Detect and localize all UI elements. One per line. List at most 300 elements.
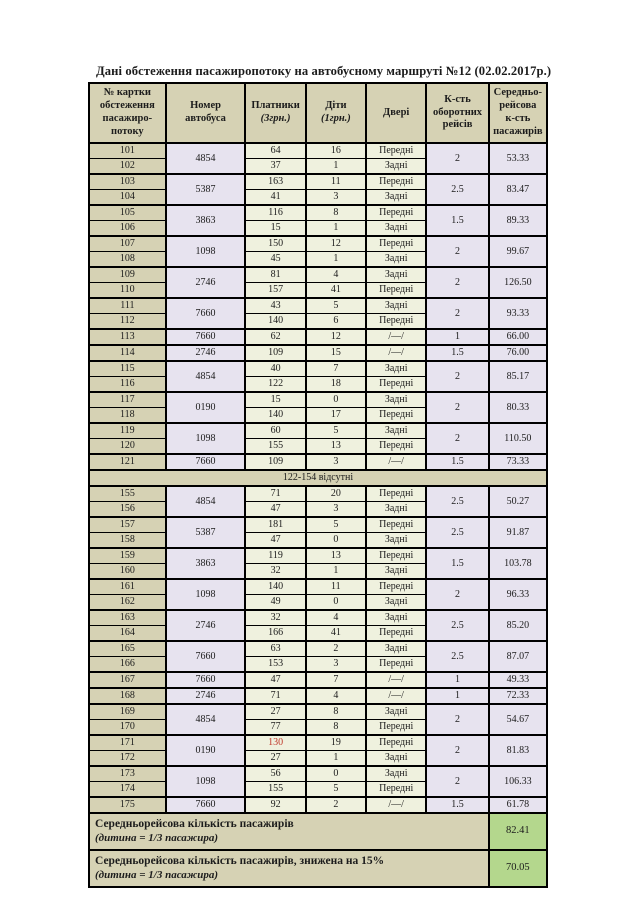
bus-number-cell: 2746 — [166, 688, 246, 704]
doors-cell: /—/ — [366, 672, 426, 688]
bus-number-cell: 7660 — [166, 329, 246, 345]
header-text: автобуса — [185, 113, 226, 124]
payers-cell: 60 — [245, 423, 305, 439]
summary-row — [89, 813, 547, 850]
header-text: Двері — [383, 106, 410, 118]
bus-number-cell: 1098 — [166, 579, 246, 610]
bus-number-cell: 1098 — [166, 423, 246, 454]
trips-cell: 2 — [426, 361, 488, 392]
children-cell: 2 — [306, 641, 366, 657]
bus-number-cell: 5387 — [166, 517, 246, 548]
header-text: потоку — [111, 125, 144, 137]
table-row — [89, 797, 547, 813]
doors-cell: Задні — [366, 502, 426, 518]
passenger-flow-table — [88, 82, 548, 888]
payers-cell: 155 — [245, 439, 305, 455]
card-number-cell: 157 — [89, 517, 166, 533]
table-row — [89, 704, 547, 720]
trips-cell: 2 — [426, 735, 488, 766]
children-cell: 1 — [306, 221, 366, 237]
doors-cell: Задні — [366, 704, 426, 720]
payers-cell: 27 — [245, 751, 305, 767]
doors-cell: Передні — [366, 657, 426, 673]
column-header-avg-passengers — [489, 83, 547, 143]
doors-cell: Задні — [366, 423, 426, 439]
doors-cell: Задні — [366, 252, 426, 268]
children-cell: 13 — [306, 548, 366, 564]
card-number-cell: 110 — [89, 283, 166, 299]
avg-passengers-cell: 126.50 — [489, 267, 547, 298]
payers-cell: 71 — [245, 688, 305, 704]
doors-cell: Задні — [366, 190, 426, 206]
column-header-bus-number — [166, 83, 246, 143]
header-fare-note: (1грн.) — [320, 113, 351, 124]
header-text: пасажирів — [493, 125, 543, 137]
avg-passengers-cell: 72.33 — [489, 688, 547, 704]
doors-cell: Передні — [366, 486, 426, 502]
payers-cell: 116 — [245, 205, 305, 221]
doors-cell: /—/ — [366, 329, 426, 345]
trips-cell: 2 — [426, 579, 488, 610]
header-text: рейсова — [499, 100, 537, 112]
header-text: обстеження — [99, 100, 155, 112]
payers-cell: 49 — [245, 595, 305, 611]
doors-cell: /—/ — [366, 345, 426, 361]
children-cell: 5 — [306, 298, 366, 314]
table-row — [89, 392, 547, 408]
children-cell: 12 — [306, 236, 366, 252]
card-number-cell: 101 — [89, 143, 166, 159]
children-cell: 13 — [306, 439, 366, 455]
children-cell: 0 — [306, 766, 366, 782]
payers-cell: 130 — [245, 735, 305, 751]
bus-number-cell: 3863 — [166, 205, 246, 236]
payers-cell: 140 — [245, 314, 305, 330]
trips-cell: 2 — [426, 236, 488, 267]
header-text: Діти — [325, 100, 347, 112]
doors-cell: /—/ — [366, 454, 426, 470]
table-row — [89, 610, 547, 626]
payers-cell: 92 — [245, 797, 305, 813]
payers-cell: 62 — [245, 329, 305, 345]
summary-note: (дитина = 1/3 пасажира) — [95, 831, 219, 844]
column-header-doors — [366, 83, 426, 143]
table-row — [89, 641, 547, 657]
payers-cell: 47 — [245, 502, 305, 518]
trips-cell: 2.5 — [426, 641, 488, 672]
trips-cell: 1.5 — [426, 548, 488, 579]
children-cell: 8 — [306, 704, 366, 720]
children-cell: 3 — [306, 190, 366, 206]
trips-cell: 2 — [426, 298, 488, 329]
payers-cell: 140 — [245, 579, 305, 595]
table-row — [89, 517, 547, 533]
header-text: Номер — [190, 100, 221, 112]
bus-number-cell: 4854 — [166, 361, 246, 392]
avg-passengers-cell: 91.87 — [489, 517, 547, 548]
table-row — [89, 423, 547, 439]
children-cell: 18 — [306, 377, 366, 393]
payers-cell: 45 — [245, 252, 305, 268]
trips-cell: 1.5 — [426, 454, 488, 470]
card-number-cell: 121 — [89, 454, 166, 470]
bus-number-cell: 4854 — [166, 704, 246, 735]
card-number-cell: 119 — [89, 423, 166, 439]
payers-cell: 41 — [245, 190, 305, 206]
doors-cell: Задні — [366, 392, 426, 408]
children-cell: 41 — [306, 283, 366, 299]
children-cell: 19 — [306, 735, 366, 751]
summary-row — [89, 850, 547, 887]
doors-cell: Передні — [366, 720, 426, 736]
children-cell: 3 — [306, 657, 366, 673]
summary-note: (дитина = 1/3 пасажира) — [95, 868, 219, 881]
doors-cell: Задні — [366, 641, 426, 657]
card-number-cell: 169 — [89, 704, 166, 720]
children-cell: 0 — [306, 595, 366, 611]
doors-cell: Задні — [366, 595, 426, 611]
bus-number-cell: 7660 — [166, 641, 246, 672]
trips-cell: 1 — [426, 688, 488, 704]
table-row — [89, 548, 547, 564]
trips-cell: 1.5 — [426, 797, 488, 813]
children-cell: 12 — [306, 329, 366, 345]
card-number-cell: 108 — [89, 252, 166, 268]
payers-cell: 40 — [245, 361, 305, 377]
children-cell: 5 — [306, 782, 366, 798]
payers-cell: 77 — [245, 720, 305, 736]
header-text: к-сть — [505, 113, 531, 124]
trips-cell: 2.5 — [426, 174, 488, 205]
card-number-cell: 105 — [89, 205, 166, 221]
summary-label: Середньорейсова кількість пасажирів — [95, 818, 294, 830]
doors-cell: Передні — [366, 377, 426, 393]
header-text: пасажиро- — [102, 113, 153, 124]
payers-cell: 32 — [245, 610, 305, 626]
avg-passengers-cell: 61.78 — [489, 797, 547, 813]
children-cell: 1 — [306, 252, 366, 268]
card-number-cell: 156 — [89, 502, 166, 518]
payers-cell: 32 — [245, 564, 305, 580]
doors-cell: Задні — [366, 610, 426, 626]
avg-passengers-cell: 80.33 — [489, 392, 547, 423]
doors-cell: Передні — [366, 314, 426, 330]
payers-cell: 122 — [245, 377, 305, 393]
doors-cell: Передні — [366, 143, 426, 159]
table-row — [89, 267, 547, 283]
table-row — [89, 454, 547, 470]
bus-number-cell: 3863 — [166, 548, 246, 579]
payers-cell: 109 — [245, 454, 305, 470]
doors-cell: Задні — [366, 298, 426, 314]
table-body — [89, 143, 547, 887]
children-cell: 8 — [306, 205, 366, 221]
table-row — [89, 329, 547, 345]
card-number-cell: 174 — [89, 782, 166, 798]
children-cell: 20 — [306, 486, 366, 502]
doors-cell: Передні — [366, 735, 426, 751]
payers-cell: 63 — [245, 641, 305, 657]
column-header-card-number — [89, 83, 166, 143]
doors-cell: Задні — [366, 751, 426, 767]
children-cell: 3 — [306, 502, 366, 518]
summary-value-cell: 70.05 — [489, 850, 547, 887]
bus-number-cell: 7660 — [166, 454, 246, 470]
bus-number-cell: 7660 — [166, 672, 246, 688]
bus-number-cell: 4854 — [166, 143, 246, 174]
payers-cell: 47 — [245, 672, 305, 688]
card-number-cell: 115 — [89, 361, 166, 377]
children-cell: 4 — [306, 610, 366, 626]
payers-cell: 140 — [245, 408, 305, 424]
card-number-cell: 172 — [89, 751, 166, 767]
children-cell: 41 — [306, 626, 366, 642]
card-number-cell: 175 — [89, 797, 166, 813]
table-row — [89, 298, 547, 314]
bus-number-cell: 0190 — [166, 735, 246, 766]
card-number-cell: 163 — [89, 610, 166, 626]
avg-passengers-cell: 53.33 — [489, 143, 547, 174]
doors-cell: Задні — [366, 267, 426, 283]
header-fare-note: (3грн.) — [260, 113, 291, 124]
card-number-cell: 104 — [89, 190, 166, 206]
avg-passengers-cell: 89.33 — [489, 205, 547, 236]
summary-label: Середньорейсова кількість пасажирів, знижена на 15% — [95, 855, 385, 867]
card-number-cell: 173 — [89, 766, 166, 782]
payers-cell: 163 — [245, 174, 305, 190]
payers-cell: 43 — [245, 298, 305, 314]
card-number-cell: 103 — [89, 174, 166, 190]
table-row — [89, 579, 547, 595]
avg-passengers-cell: 96.33 — [489, 579, 547, 610]
summary-label-cell — [89, 813, 489, 850]
column-header-trips-count — [426, 83, 488, 143]
payers-cell: 27 — [245, 704, 305, 720]
card-number-cell: 106 — [89, 221, 166, 237]
payers-cell: 157 — [245, 283, 305, 299]
doors-cell: Задні — [366, 766, 426, 782]
bus-number-cell: 7660 — [166, 797, 246, 813]
doors-cell: Задні — [366, 361, 426, 377]
trips-cell: 2 — [426, 392, 488, 423]
doors-cell: Передні — [366, 408, 426, 424]
doors-cell: Задні — [366, 159, 426, 175]
avg-passengers-cell: 50.27 — [489, 486, 547, 517]
trips-cell: 2 — [426, 143, 488, 174]
card-number-cell: 112 — [89, 314, 166, 330]
bus-number-cell: 2746 — [166, 610, 246, 641]
avg-passengers-cell: 93.33 — [489, 298, 547, 329]
payers-cell: 153 — [245, 657, 305, 673]
trips-cell: 1 — [426, 329, 488, 345]
children-cell: 7 — [306, 361, 366, 377]
card-number-cell: 114 — [89, 345, 166, 361]
section-row — [89, 470, 547, 486]
table-row — [89, 766, 547, 782]
card-number-cell: 102 — [89, 159, 166, 175]
bus-number-cell: 5387 — [166, 174, 246, 205]
table-row — [89, 361, 547, 377]
avg-passengers-cell: 73.33 — [489, 454, 547, 470]
header-text: Середньо- — [493, 87, 543, 99]
card-number-cell: 164 — [89, 626, 166, 642]
avg-passengers-cell: 54.67 — [489, 704, 547, 735]
doors-cell: Задні — [366, 564, 426, 580]
card-number-cell: 160 — [89, 564, 166, 580]
trips-cell: 1 — [426, 672, 488, 688]
doors-cell: Передні — [366, 236, 426, 252]
doors-cell: Задні — [366, 221, 426, 237]
bus-number-cell: 2746 — [166, 267, 246, 298]
card-number-cell: 118 — [89, 408, 166, 424]
trips-cell: 1.5 — [426, 205, 488, 236]
avg-passengers-cell: 85.20 — [489, 610, 547, 641]
bus-number-cell: 1098 — [166, 236, 246, 267]
card-number-cell: 158 — [89, 533, 166, 549]
card-number-cell: 111 — [89, 298, 166, 314]
trips-cell: 2 — [426, 766, 488, 797]
children-cell: 15 — [306, 345, 366, 361]
doors-cell: Передні — [366, 579, 426, 595]
children-cell: 16 — [306, 143, 366, 159]
header-text: К-сть — [444, 93, 471, 105]
trips-cell: 2 — [426, 423, 488, 454]
avg-passengers-cell: 87.07 — [489, 641, 547, 672]
avg-passengers-cell: 76.00 — [489, 345, 547, 361]
bus-number-cell: 0190 — [166, 392, 246, 423]
trips-cell: 1.5 — [426, 345, 488, 361]
document-page — [88, 64, 550, 888]
card-number-cell: 170 — [89, 720, 166, 736]
trips-cell: 2.5 — [426, 486, 488, 517]
payers-cell: 56 — [245, 766, 305, 782]
table-row — [89, 688, 547, 704]
card-number-cell: 107 — [89, 236, 166, 252]
children-cell: 3 — [306, 454, 366, 470]
column-header-payers — [245, 83, 305, 143]
avg-passengers-cell: 83.47 — [489, 174, 547, 205]
card-number-cell: 161 — [89, 579, 166, 595]
card-number-cell: 116 — [89, 377, 166, 393]
header-text: Платники — [251, 100, 300, 112]
doors-cell: Передні — [366, 548, 426, 564]
children-cell: 1 — [306, 564, 366, 580]
header-text: № картки — [103, 87, 151, 99]
payers-cell: 181 — [245, 517, 305, 533]
avg-passengers-cell: 66.00 — [489, 329, 547, 345]
children-cell: 1 — [306, 159, 366, 175]
children-cell: 8 — [306, 720, 366, 736]
card-number-cell: 165 — [89, 641, 166, 657]
card-number-cell: 113 — [89, 329, 166, 345]
bus-number-cell: 4854 — [166, 486, 246, 517]
card-number-cell: 166 — [89, 657, 166, 673]
payers-cell: 119 — [245, 548, 305, 564]
trips-cell: 2.5 — [426, 610, 488, 641]
doors-cell: Передні — [366, 782, 426, 798]
avg-passengers-cell: 103.78 — [489, 548, 547, 579]
table-row — [89, 205, 547, 221]
payers-cell: 166 — [245, 626, 305, 642]
table-row — [89, 486, 547, 502]
bus-number-cell: 7660 — [166, 298, 246, 329]
summary-label-cell — [89, 850, 489, 887]
doors-cell: Передні — [366, 626, 426, 642]
children-cell: 0 — [306, 392, 366, 408]
missing-cards-note: 122-154 відсутні — [89, 470, 547, 486]
table-row — [89, 345, 547, 361]
table-header-row — [89, 83, 547, 143]
children-cell: 11 — [306, 579, 366, 595]
payers-cell: 15 — [245, 392, 305, 408]
payers-cell: 155 — [245, 782, 305, 798]
payers-cell: 81 — [245, 267, 305, 283]
card-number-cell: 155 — [89, 486, 166, 502]
payers-cell: 109 — [245, 345, 305, 361]
children-cell: 11 — [306, 174, 366, 190]
avg-passengers-cell: 99.67 — [489, 236, 547, 267]
payers-cell: 47 — [245, 533, 305, 549]
table-row — [89, 672, 547, 688]
card-number-cell: 120 — [89, 439, 166, 455]
doors-cell: Задні — [366, 533, 426, 549]
trips-cell: 2.5 — [426, 517, 488, 548]
document-title: Дані обстеження пасажиропотоку на автобусному маршруті №12 (02.02.2017р.) — [96, 64, 552, 78]
avg-passengers-cell: 49.33 — [489, 672, 547, 688]
table-row — [89, 735, 547, 751]
children-cell: 7 — [306, 672, 366, 688]
children-cell: 5 — [306, 423, 366, 439]
column-header-children — [306, 83, 366, 143]
bus-number-cell: 1098 — [166, 766, 246, 797]
card-number-cell: 168 — [89, 688, 166, 704]
children-cell: 0 — [306, 533, 366, 549]
children-cell: 4 — [306, 267, 366, 283]
children-cell: 5 — [306, 517, 366, 533]
card-number-cell: 171 — [89, 735, 166, 751]
doors-cell: Передні — [366, 174, 426, 190]
table-row — [89, 174, 547, 190]
card-number-cell: 162 — [89, 595, 166, 611]
payers-cell: 71 — [245, 486, 305, 502]
table-row — [89, 143, 547, 159]
card-number-cell: 117 — [89, 392, 166, 408]
payers-cell: 37 — [245, 159, 305, 175]
trips-cell: 2 — [426, 267, 488, 298]
table-row — [89, 236, 547, 252]
children-cell: 1 — [306, 751, 366, 767]
avg-passengers-cell: 85.17 — [489, 361, 547, 392]
doors-cell: /—/ — [366, 688, 426, 704]
avg-passengers-cell: 110.50 — [489, 423, 547, 454]
payers-cell: 64 — [245, 143, 305, 159]
doors-cell: Передні — [366, 205, 426, 221]
avg-passengers-cell: 106.33 — [489, 766, 547, 797]
children-cell: 4 — [306, 688, 366, 704]
header-text: рейсів — [442, 119, 473, 131]
card-number-cell: 159 — [89, 548, 166, 564]
children-cell: 17 — [306, 408, 366, 424]
payers-cell: 150 — [245, 236, 305, 252]
doors-cell: /—/ — [366, 797, 426, 813]
bus-number-cell: 2746 — [166, 345, 246, 361]
card-number-cell: 167 — [89, 672, 166, 688]
trips-cell: 2 — [426, 704, 488, 735]
header-text: оборотних — [432, 106, 483, 118]
doors-cell: Передні — [366, 439, 426, 455]
doors-cell: Передні — [366, 283, 426, 299]
avg-passengers-cell: 81.83 — [489, 735, 547, 766]
